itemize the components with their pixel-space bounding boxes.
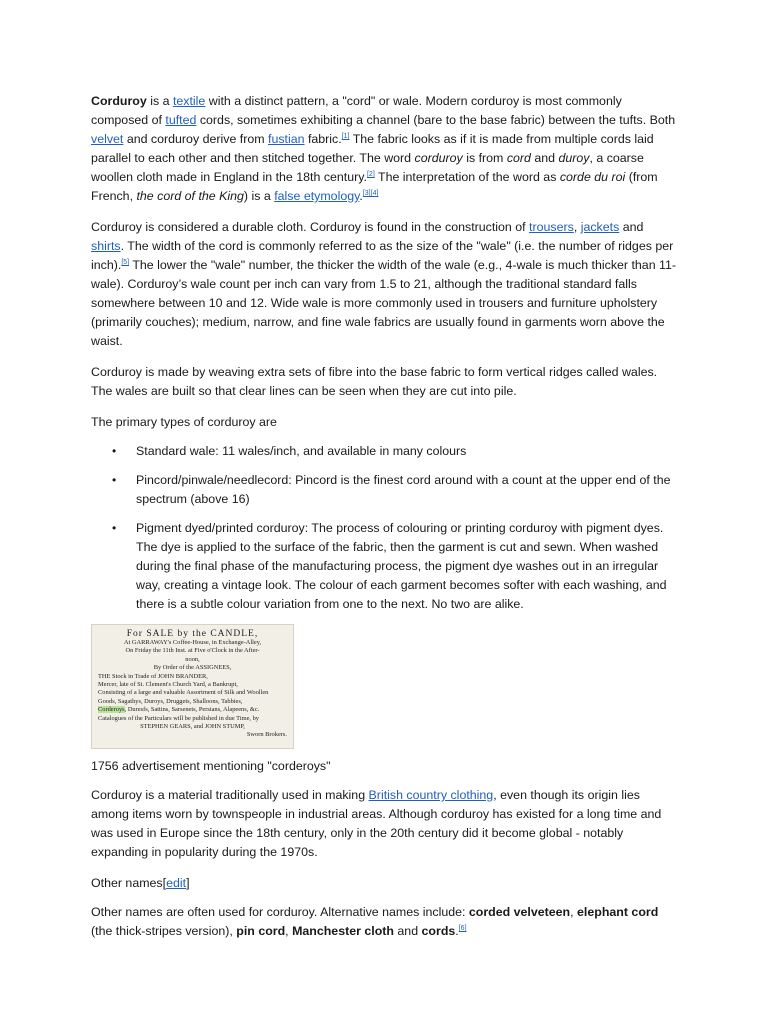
link-trousers[interactable]: trousers	[529, 220, 574, 234]
edit-link[interactable]: edit	[166, 876, 187, 890]
types-list	[91, 442, 678, 614]
link-british-country-clothing[interactable]: British country clothing	[368, 788, 494, 802]
other-names-heading: Other names[edit]	[91, 876, 190, 890]
ad-line: noon,	[185, 655, 200, 663]
link-fustian[interactable]: fustian	[268, 132, 305, 146]
reference-2[interactable]: [2]	[366, 170, 375, 178]
term-corduroy: Corduroy	[91, 94, 147, 108]
reference-1[interactable]: [1]	[341, 132, 350, 140]
advertisement-image	[91, 624, 294, 749]
link-tufted[interactable]: tufted	[165, 113, 197, 127]
link-jackets[interactable]: jackets	[580, 220, 620, 234]
list-item: • Pigment dyed/printed corduroy: The process of colouring or printing corduroy with pigment dyes. The dye is applied to the surface of the fabric, then the garment is cut and sewn. When washed during the final phase of the manufacturing process, the pigment dye washes out in an irregular way, creating a vintage look. The colour of each garment becomes softer with each washing, and there is a subtle colour variation from one to the next. No two are alike.	[136, 519, 678, 614]
link-shirts[interactable]: shirts	[91, 239, 121, 253]
types-heading: The primary types of corduroy are	[91, 415, 277, 429]
ad-line: For SALE by the CANDLE,	[126, 629, 259, 639]
ad-line: Catalogues of the Particulars will be published in due Time, by	[98, 714, 259, 722]
history-paragraph: Corduroy is a material traditionally used in making British country clothing, even though its origin lies among items worn by townspeople in industrial areas. Although corduroy has existed for a long time and was used in Europe since the 18th century, only in the 20th century did it become global - notably expanding in popularity during the 1970s.	[91, 788, 662, 859]
intro-paragraph: Corduroy is a textile with a distinct pattern, a "cord" or wale. Modern corduroy is most commonly composed of tufted cords, sometimes exhibiting a channel (bare to the base fabric) between the tufts. Both velvet and corduroy derive from fustian fabric.[1] The fabric looks as if it is made from multiple cords laid parallel to each other and then stitched together. The word corduroy is from cord and duroy, a coarse woollen cloth made in England in the 18th century.[2] The interpretation of the word as corde du roi (from French, the cord of the King) is a false etymology.[3][4]	[91, 94, 676, 203]
ad-line: THE Stock in Trade of JOHN BRANDER,	[98, 672, 208, 680]
list-item: • Standard wale: 11 wales/inch, and available in many colours	[136, 442, 678, 461]
image-caption: 1756 advertisement mentioning "corderoys"	[91, 759, 331, 773]
ad-line: At GARRAWAY's Coffee-House, in Exchange-Alley,	[123, 639, 262, 646]
ad-highlight-corderoys: Corderoys	[98, 706, 125, 714]
reference-3-4[interactable]: [3][4]	[362, 189, 379, 197]
durability-paragraph: Corduroy is considered a durable cloth. Corduroy is found in the construction of trousers, jackets and shirts. The width of the cord is commonly referred to as the size of the "wale" (i.e. the number of ridges per inch).[5] The lower the "wale" number, the thicker the width of the wale (e.g., 4-wale is much thicker than 11-wale). Corduroy’s wale count per inch can vary from 1.5 to 21, although the traditional standard falls somewhere between 10 and 12. Wide wale is more commonly used in trousers and furniture upholstery (primarily couches); medium, narrow, and fine wale fabrics are usually found in garments worn above the waist.	[91, 220, 677, 348]
link-textile[interactable]: textile	[172, 94, 206, 108]
link-velvet[interactable]: velvet	[91, 132, 124, 146]
ad-line: Consisting of a large and valuable Assortment of Silk and Woollen	[98, 689, 269, 697]
weaving-paragraph: Corduroy is made by weaving extra sets of fibre into the base fabric to form vertical ridges called wales. The wales are built so that clear lines can be seen when they are cut into pile.	[91, 365, 658, 398]
ad-line: Sworn Brokers.	[246, 731, 287, 739]
ad-line: Mercer, late of St. Clement's Church Yard, a Bankrupt,	[98, 681, 238, 689]
reference-5[interactable]: [5]	[121, 258, 130, 266]
reference-6[interactable]: [6]	[458, 924, 467, 932]
ad-line: STEPHEN GEARS, and JOHN STUMP,	[140, 723, 245, 731]
ad-line: Corderoys, Duresfs, Sattins, Sarsenets, Persians, Alapeens, &c.	[98, 706, 260, 714]
ad-line: On Friday the 11th Inst. at Five o'Clock in the After-	[125, 647, 260, 655]
ad-line: Goods, Sagathys, Duroys, Druggets, Shalloons, Tabbies,	[98, 697, 243, 705]
list-item: • Pincord/pinwale/needlecord: Pincord is the finest cord around with a count at the upper end of the spectrum (above 16)	[136, 471, 678, 509]
link-false-etymology[interactable]: false etymology	[274, 189, 360, 203]
other-names-paragraph: Other names are often used for corduroy. Alternative names include: corded velveteen, elephant cord (the thick-stripes version), pin cord, Manchester cloth and cords.[6]	[91, 905, 659, 938]
ad-line: By Order of the ASSIGNEES,	[153, 664, 232, 672]
